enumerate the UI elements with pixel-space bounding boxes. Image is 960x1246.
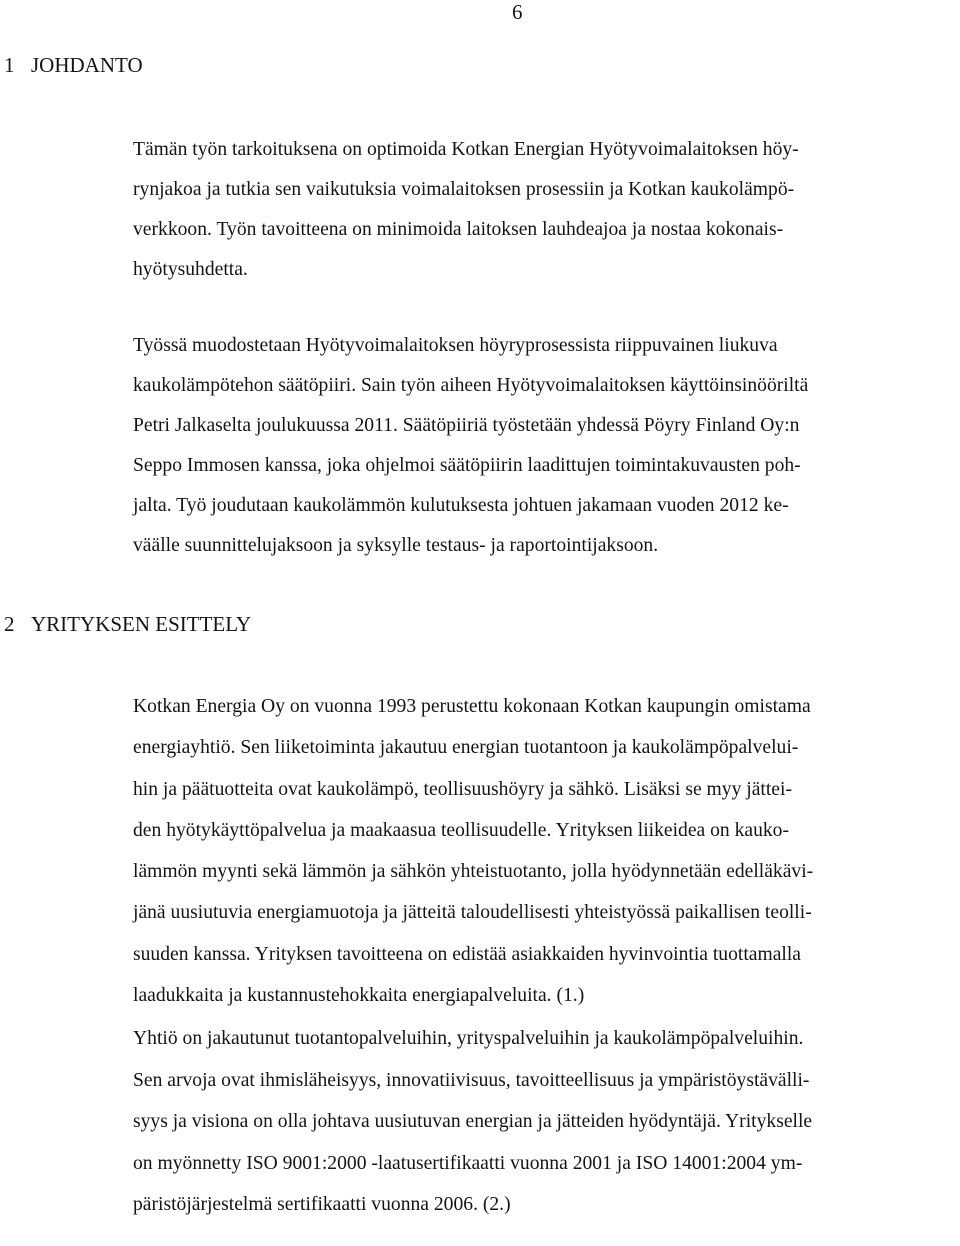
paragraph-intro-purpose <box>133 130 960 290</box>
text-line: hin ja päätuotteita ovat kaukolämpö, teollisuushöyry ja sähkö. Lisäksi se myy jättei- <box>133 778 792 800</box>
text-line: energiayhtiö. Sen liiketoiminta jakautuu energian tuotantoon ja kaukolämpöpalvelui- <box>133 737 799 759</box>
text-line: Yhtiö on jakautunut tuotantopalveluihin, yrityspalveluihin ja kaukolämpöpalveluihin. <box>133 1028 804 1049</box>
text-line: Työssä muodostetaan Hyötyvoimalaitoksen höyryprosessista riippuvainen liukuva <box>133 335 778 356</box>
section-title: JOHDANTO <box>31 53 143 77</box>
text-line: Seppo Immosen kanssa, joka ohjelmoi säätöpiirin laadittujen toimintakuvausten poh- <box>133 455 801 476</box>
text-line: verkkoon. Työn tavoitteena on minimoida laitoksen lauhdeajoa ja nostaa kokonais- <box>133 219 784 240</box>
text-line: on myönnetty ISO 9001:2000 -laatusertifikaatti vuonna 2001 ja ISO 14001:2004 ym- <box>133 1152 803 1174</box>
paragraph-company-values <box>133 1018 960 1226</box>
text-line: lämmön myynti sekä lämmön ja sähkön yhteistuotanto, jolla hyödynnetään edelläkävi- <box>133 861 814 883</box>
text-line: päristöjärjestelmä sertifikaatti vuonna 2006. (2.) <box>133 1194 511 1215</box>
text-line: Sen arvoja ovat ihmisläheisyys, innovatiivisuus, tavoitteellisuus ja ympäristöystävälli- <box>133 1069 810 1091</box>
text-line: jalta. Työ joudutaan kaukolämmön kulutuksesta johtuen jakamaan vuoden 2012 ke- <box>133 495 789 516</box>
text-line: Petri Jalkaselta joulukuussa 2011. Säätöpiiriä työstetään yhdessä Pöyry Finland Oy:n <box>133 415 800 436</box>
section-title: YRITYKSEN ESITTELY <box>31 612 252 636</box>
text-line: laadukkaita ja kustannustehokkaita energiapalveluita. (1.) <box>133 985 585 1007</box>
section-heading-johdanto <box>4 51 143 79</box>
text-line: den hyötykäyttöpalvelua ja maakaasua teollisuudelle. Yrityksen liikeidea on kauko- <box>133 819 790 841</box>
page-number: 6 <box>512 0 523 24</box>
section-heading-yrityksen-esittely <box>4 610 251 638</box>
text-line: jänä uusiutuvia energiamuotoja ja jätteitä taloudellisesti yhteistyössä paikallisen teolli- <box>133 902 812 924</box>
text-line: hyötysuhdetta. <box>133 259 248 280</box>
text-line: suuden kanssa. Yrityksen tavoitteena on edistää asiakkaiden hyvinvointia tuottamalla <box>133 943 802 965</box>
section-number: 2 <box>4 612 15 636</box>
text-line: syys ja visiona on olla johtava uusiutuvan energian ja jätteiden hyödyntäjä. Yritykselle <box>133 1111 813 1132</box>
section-number: 1 <box>4 53 15 77</box>
text-line: väälle suunnittelujaksoon ja syksylle testaus- ja raportointijaksoon. <box>133 535 659 556</box>
paragraph-company-overview <box>133 686 960 1016</box>
paragraph-intro-method <box>133 326 960 566</box>
text-line: Tämän työn tarkoituksena on optimoida Kotkan Energian Hyötyvoimalaitoksen höy- <box>133 139 799 160</box>
text-line: Kotkan Energia Oy on vuonna 1993 perustettu kokonaan Kotkan kaupungin omistama <box>133 696 811 717</box>
text-line: kaukolämpötehon säätöpiiri. Sain työn aiheen Hyötyvoimalaitoksen käyttöinsinööriltä <box>133 375 809 396</box>
text-line: rynjakoa ja tutkia sen vaikutuksia voimalaitoksen prosessiin ja Kotkan kaukolämpö- <box>133 179 795 200</box>
